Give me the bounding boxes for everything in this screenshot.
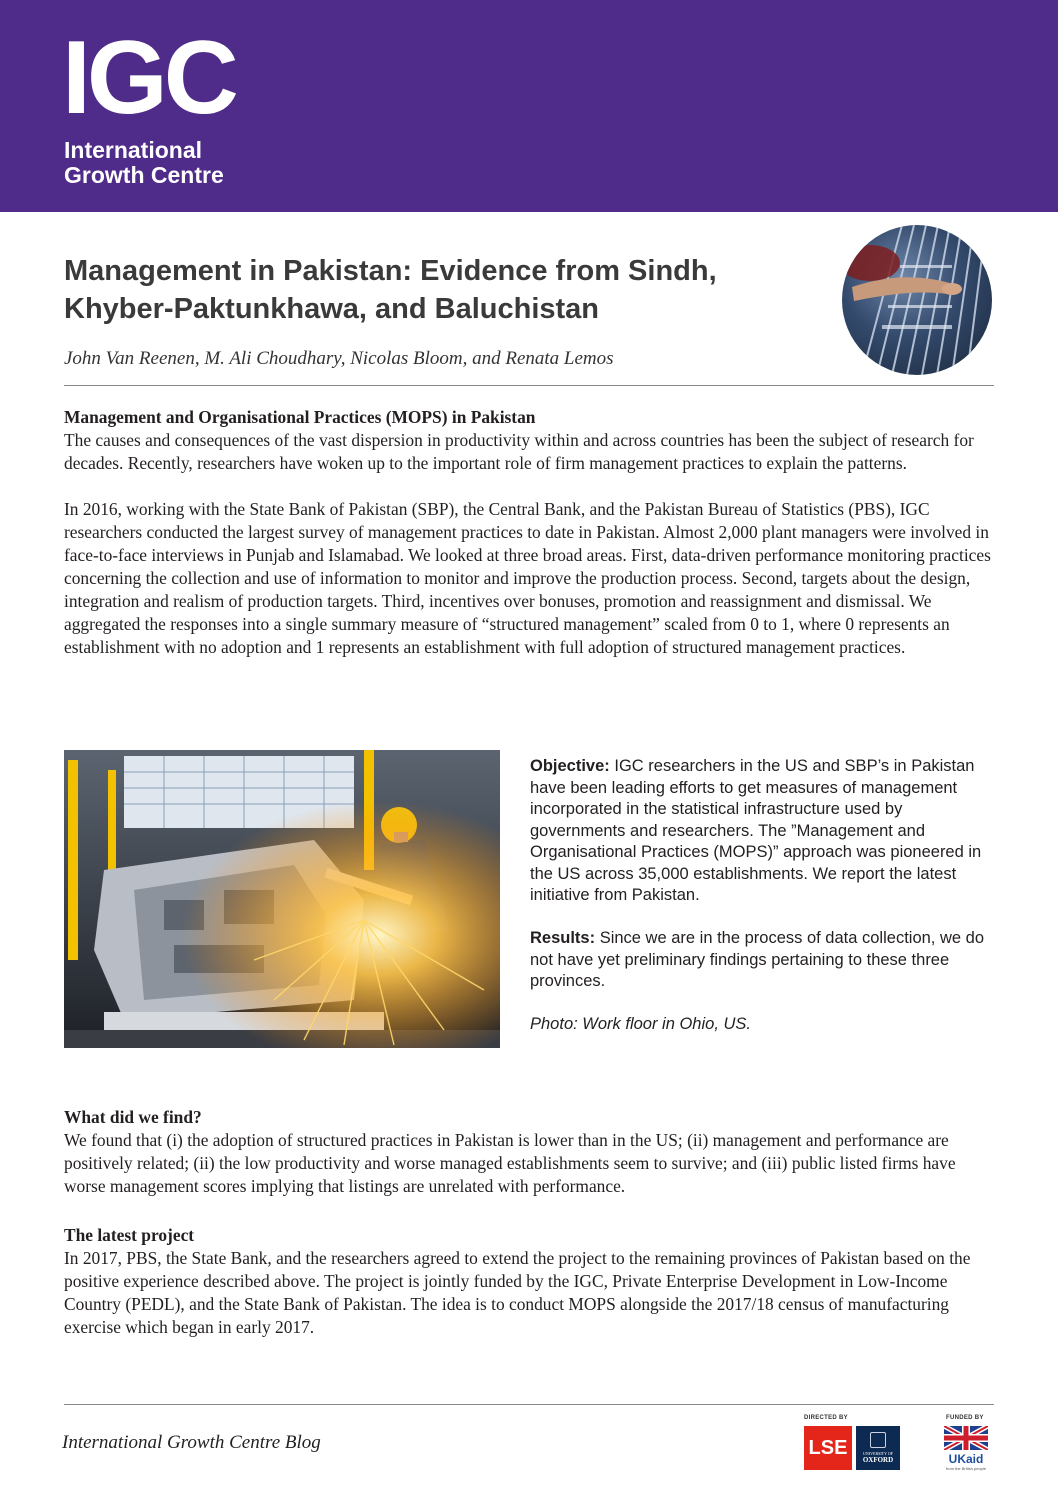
section-latest-project bbox=[64, 1224, 994, 1362]
summary-sidebar bbox=[530, 756, 990, 1057]
ukaid-logo-subtext: from the British people bbox=[945, 1466, 987, 1471]
welding-sparks-photo bbox=[64, 750, 500, 1048]
title-divider bbox=[64, 385, 994, 386]
author-list: John Van Reenen, M. Ali Choudhary, Nicolas Bloom, and Renata Lemos bbox=[64, 348, 614, 369]
findings-paragraph: We found that (i) the adoption of structured practices in Pakistan is lower than in the US; (ii) management and performance are positively related; (ii) the low productivity and worse managed establishments seem to survive; and (iii) public listed firms have worse management scores implying that listings are unrelated with performance. bbox=[64, 1130, 956, 1196]
thread-spools-illustration bbox=[842, 225, 992, 375]
union-jack-icon bbox=[944, 1426, 988, 1450]
objective-label: Objective: bbox=[530, 757, 610, 775]
latest-paragraph: In 2017, PBS, the State Bank, and the researchers agreed to extend the project to the remaining provinces of Pakistan based on the positive experience described above. The project is jointly funded by the IGC, Private Enterprise Development in Low-Income Country (PEDL), and the State Bank of Pakistan. The idea is to conduct MOPS alongside the 2017/18 census of manufacturing exercise which began in early 2017. bbox=[64, 1248, 971, 1337]
footer-divider bbox=[64, 1404, 994, 1405]
page-title bbox=[64, 252, 824, 328]
oxford-logo-line-1: UNIVERSITY OF bbox=[863, 1451, 893, 1456]
section-heading-findings: What did we find? bbox=[64, 1107, 202, 1127]
results-text: Since we are in the process of data collection, we do not have yet preliminary findings pertaining to these three provinces. bbox=[530, 929, 984, 990]
oxford-logo-line-2: OXFORD bbox=[862, 1456, 894, 1464]
header-banner bbox=[0, 0, 1058, 212]
mops-paragraph-1: The causes and consequences of the vast dispersion in productivity within and across countries has been the subject of research for decades. Recently, researchers have woken up to the important role of firm management practices to explain the patterns. bbox=[64, 430, 974, 473]
section-mops bbox=[64, 406, 994, 682]
thread-spools-photo bbox=[842, 225, 992, 375]
objective-block bbox=[530, 756, 990, 907]
title-line-1: Management in Pakistan: Evidence from Sindh, bbox=[64, 255, 717, 287]
igc-logo-name bbox=[64, 138, 224, 188]
results-block bbox=[530, 928, 990, 993]
section-heading-latest: The latest project bbox=[64, 1225, 195, 1245]
funded-by-label: FUNDED BY bbox=[946, 1415, 984, 1421]
igc-logo-mark: IGC bbox=[62, 20, 235, 136]
org-name-line-1: International bbox=[64, 137, 203, 163]
photo-caption: Photo: Work floor in Ohio, US. bbox=[530, 1015, 752, 1033]
org-name-line-2: Growth Centre bbox=[64, 162, 224, 188]
workfloor-illustration bbox=[64, 750, 500, 1048]
mops-paragraph-2: In 2016, working with the State Bank of Pakistan (SBP), the Central Bank, and the Pakistan Bureau of Statistics (PBS), IGC researchers conducted the largest survey of management practices to date in Pakistan. Almost 2,000 plant managers were involved in face-to-face interviews in Punjab and Islamabad. We looked at three broad areas. First, data-driven performance monitoring practices concerning the collection and use of information to monitor and improve the production process. Second, targets about the design, integration and realism of production targets. Third, incentives over bonuses, promotion and reassignment and dismissal. We aggregated the responses into a single summary measure of “structured management” scaled from 0 to 1, where 0 represents an establishment with no adoption and 1 represents an establishment with full adoption of structured management practices. bbox=[64, 499, 991, 657]
oxford-logo bbox=[856, 1426, 900, 1470]
directed-by-label: DIRECTED BY bbox=[804, 1415, 848, 1421]
footer-publication: International Growth Centre Blog bbox=[62, 1432, 321, 1453]
section-findings bbox=[64, 1106, 994, 1221]
results-label: Results: bbox=[530, 929, 596, 947]
title-line-2: Khyber-Paktunkhawa, and Baluchistan bbox=[64, 293, 600, 325]
ukaid-logo-text: UKaid bbox=[948, 1452, 984, 1466]
objective-text: IGC researchers in the US and SBP’s in Pakistan have been leading efforts to get measures of management incorporated in the statistical infrastructure used by governments and researchers. The ”Management and Organisational Practices (MOPS)” approach was pioneered in the US across 35,000 establishments. We report the latest initiative from Pakistan. bbox=[530, 757, 982, 904]
lse-logo: LSE bbox=[804, 1426, 852, 1470]
oxford-crest-icon bbox=[870, 1432, 886, 1448]
section-heading-mops: Management and Organisational Practices (MOPS) in Pakistan bbox=[64, 407, 536, 427]
